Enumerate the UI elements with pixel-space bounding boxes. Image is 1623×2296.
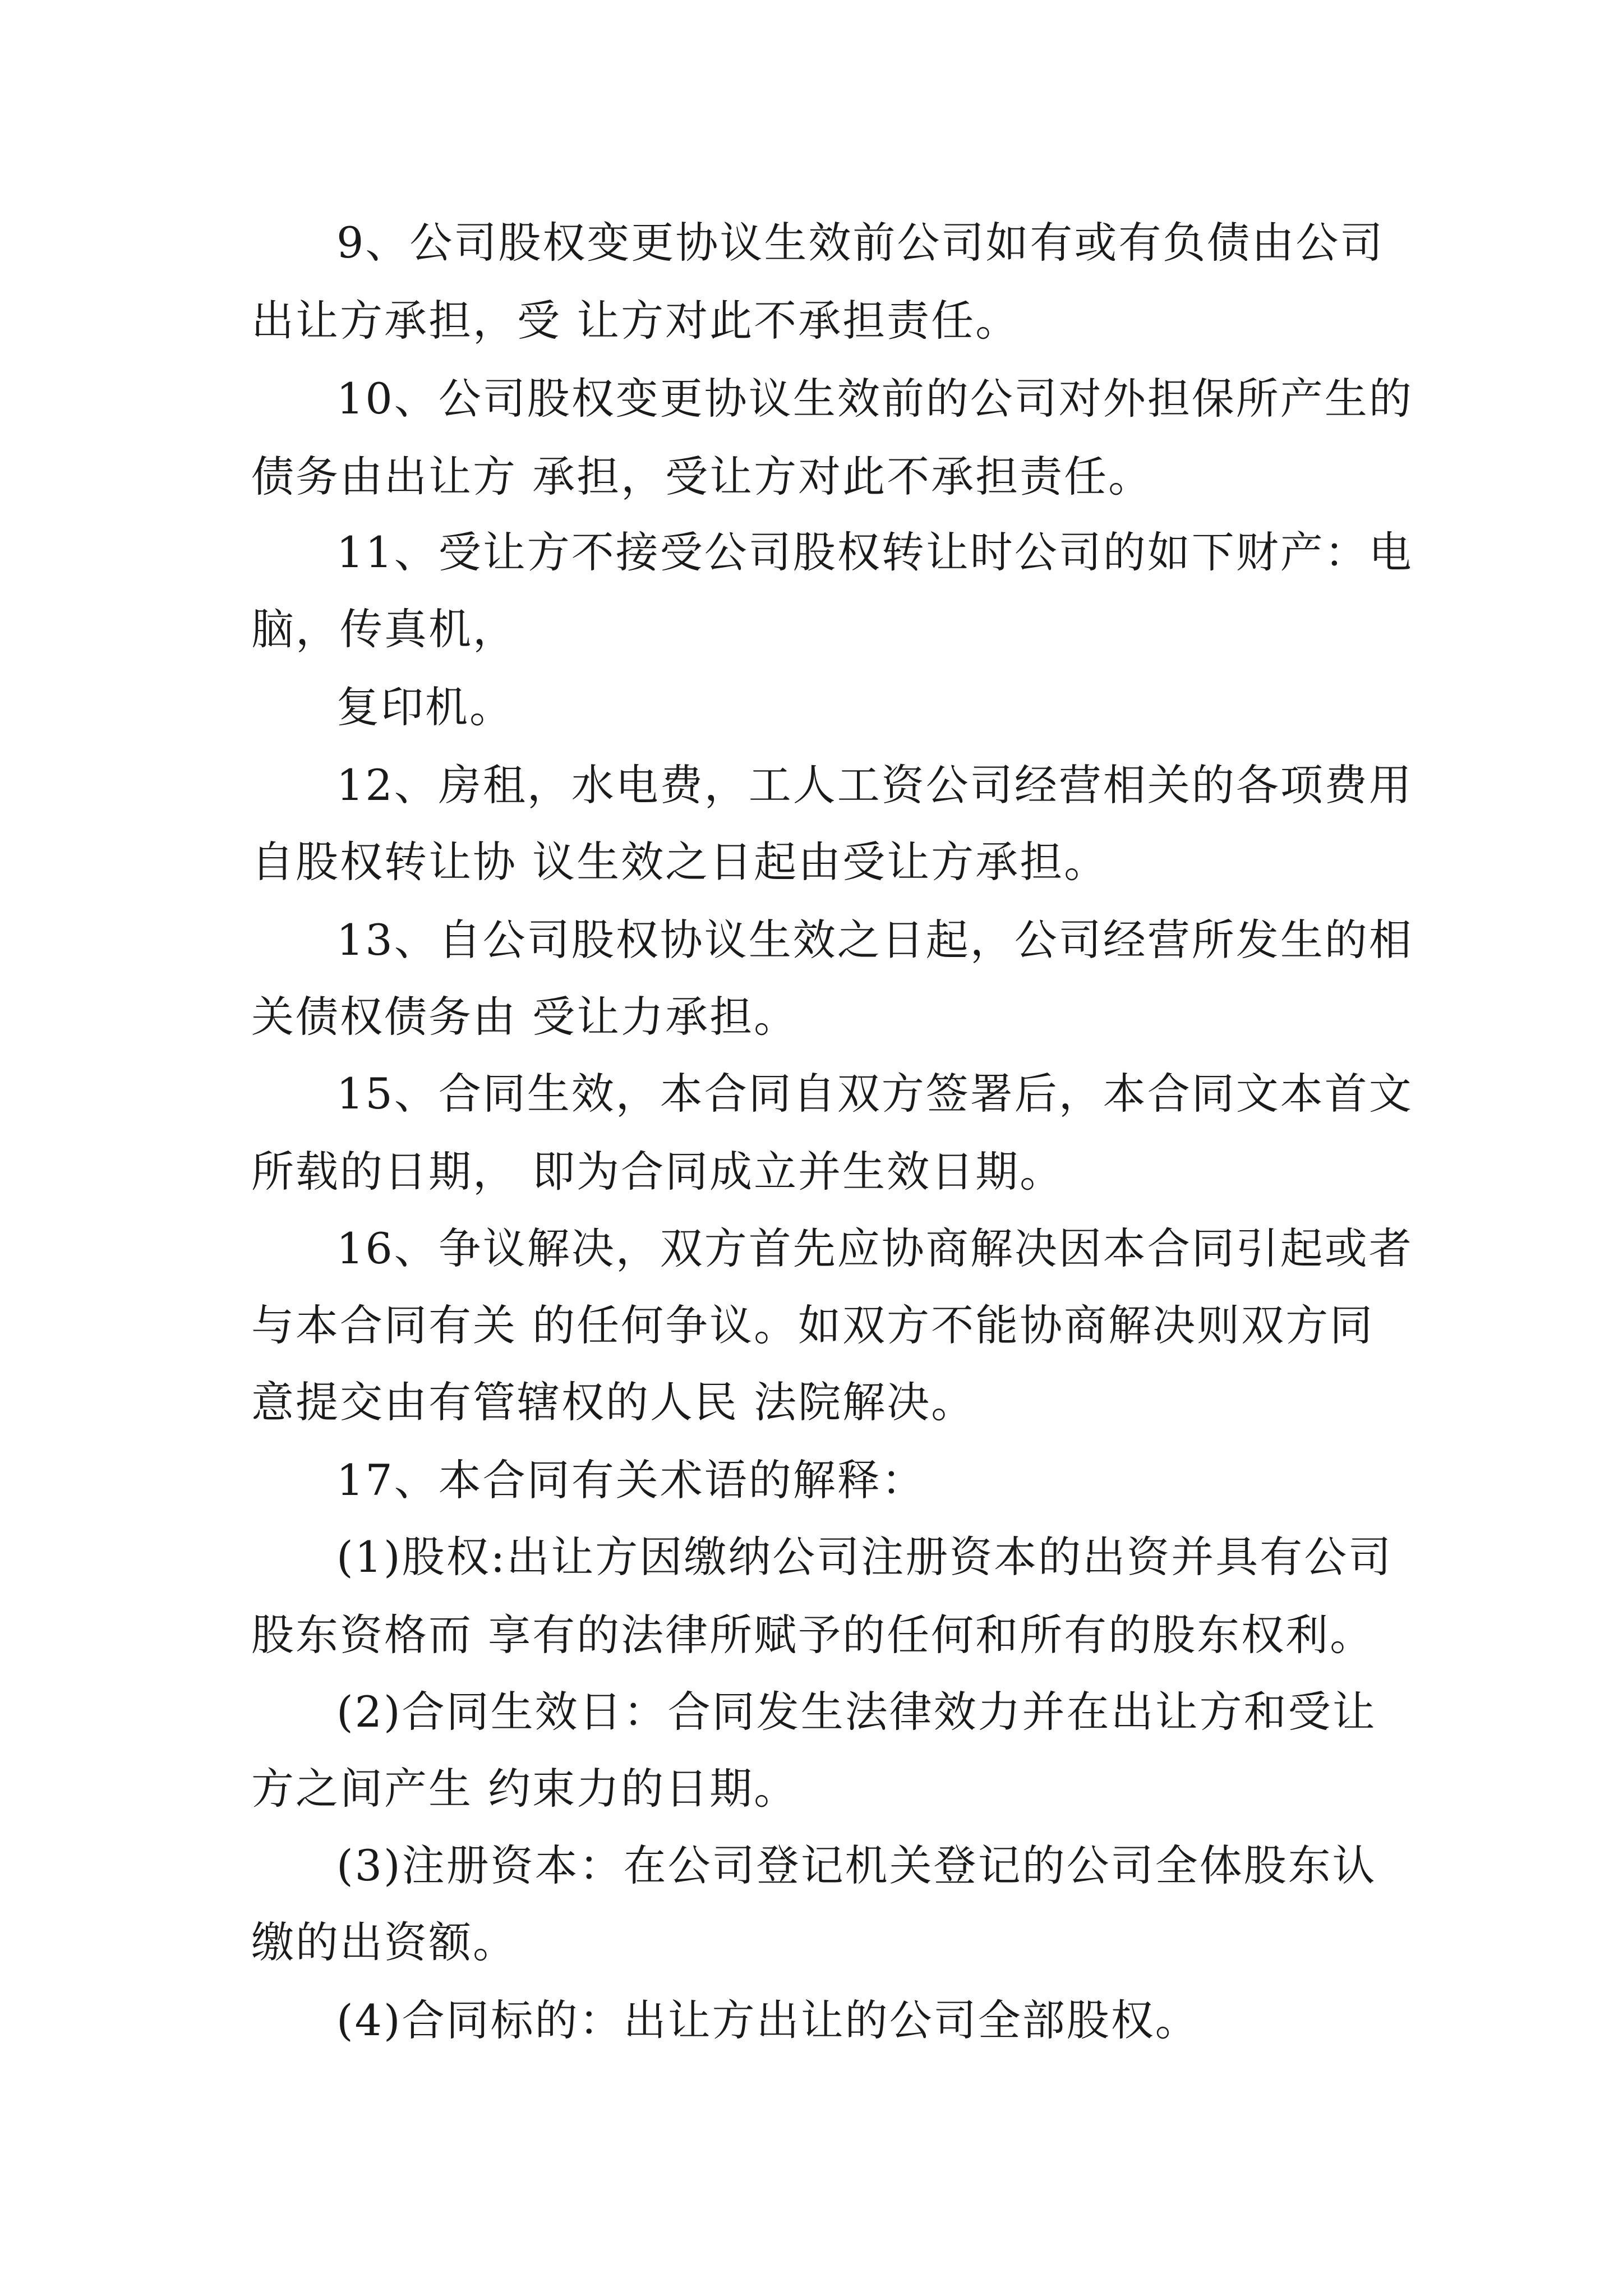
text-line: 与本合同有关 的任何争议。如双方不能协商解决则双方同 <box>251 1300 1375 1350</box>
text-line: 17、本合同有关术语的解释： <box>336 1455 926 1505</box>
text-line: 11、受让方不接受公司股权转让时公司的如下财产：电 <box>336 527 1413 577</box>
text-line: 缴的出资额。 <box>251 1917 517 1967</box>
text-line: 债务由出让方 承担，受让方对此不承担责任。 <box>251 452 1153 501</box>
text-line: 自股权转让协 议生效之日起由受让方承担。 <box>251 837 1109 887</box>
text-line: (4)合同标的：出让方出让的公司全部股权。 <box>336 1995 1200 2045</box>
text-line: (2)合同生效日：合同发生法律效力并在出让方和受让 <box>336 1687 1377 1737</box>
text-line: 9、公司股权变更协议生效前公司如有或有负债由公司 <box>336 218 1385 268</box>
text-line: 股东资格而 享有的法律所赋予的任何和所有的股东权利。 <box>251 1610 1375 1660</box>
text-line: 关债权债务由 受让力承担。 <box>251 992 799 1042</box>
text-line: 脑，传真机， <box>251 604 517 654</box>
text-line: 16、争议解决，双方首先应协商解决因本合同引起或者 <box>336 1223 1413 1273</box>
text-line: (1)股权:出让方因缴纳公司注册资本的出资并具有公司 <box>336 1532 1393 1582</box>
text-line: 15、合同生效，本合同自双方签署后，本合同文本首文 <box>336 1069 1413 1119</box>
text-line: 12、房租，水电费，工人工资公司经营相关的各项费用 <box>336 760 1413 810</box>
text-line: 意提交由有管辖权的人民 法院解决。 <box>251 1377 976 1427</box>
text-line: (3)注册资本：在公司登记机关登记的公司全体股东认 <box>336 1841 1377 1890</box>
text-line: 方之间产生 约束力的日期。 <box>251 1764 799 1814</box>
text-line: 复印机。 <box>336 682 514 732</box>
text-line: 10、公司股权变更协议生效前的公司对外担保所产生的 <box>336 374 1413 424</box>
text-line: 13、自公司股权协议生效之日起，公司经营所发生的相 <box>336 915 1413 965</box>
text-line: 所载的日期， 即为合同成立并生效日期。 <box>251 1147 1064 1197</box>
text-line: 出让方承担，受 让方对此不承担责任。 <box>251 296 1020 346</box>
